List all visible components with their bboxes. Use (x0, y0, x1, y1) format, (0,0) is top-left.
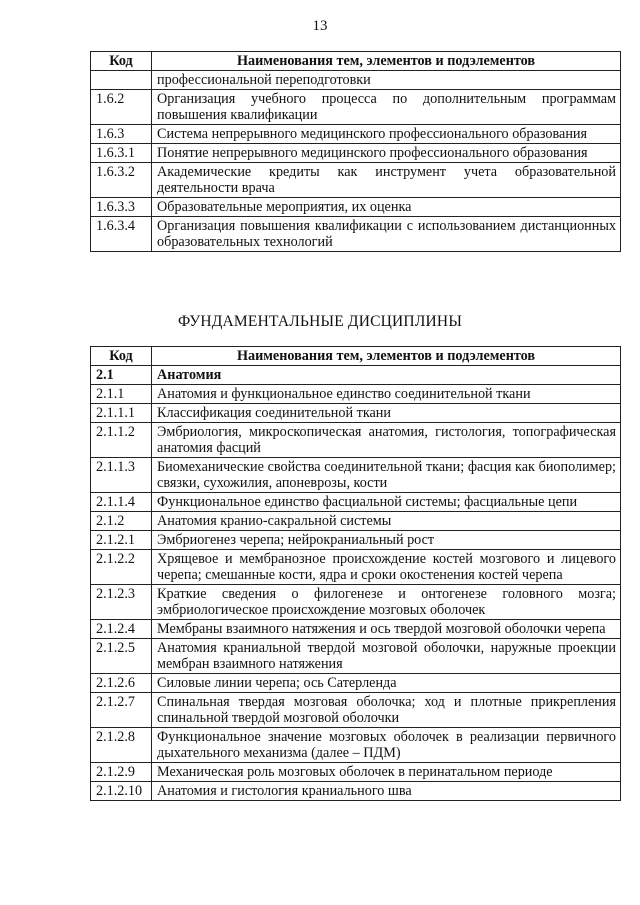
header-name: Наименования тем, элементов и подэлементов (152, 347, 621, 366)
table-row (91, 763, 621, 782)
fundamental-disciplines-table (90, 346, 621, 801)
table-row (91, 125, 621, 144)
table-row (91, 550, 621, 585)
table-row (91, 493, 621, 512)
row-name: профессиональной переподготовки (152, 71, 621, 90)
table-row (91, 144, 621, 163)
row-name: Краткие сведения о филогенезе и онтогенезе головного мозга; эмбриологическое происхождение мозговых оболочек (152, 585, 621, 620)
row-name: Биомеханические свойства соединительной ткани; фасция как биополимер; связки, сухожилия, апоневрозы, кости (152, 458, 621, 493)
row-code: 2.1.2.3 (91, 585, 152, 620)
table-header-row (91, 52, 621, 71)
row-code: 2.1.2 (91, 512, 152, 531)
row-name: Мембраны взаимного натяжения и ось твердой мозговой оболочки черепа (152, 620, 621, 639)
row-code: 1.6.3.2 (91, 163, 152, 198)
table-row (91, 531, 621, 550)
section-heading: ФУНДАМЕНТАЛЬНЫЕ ДИСЦИПЛИНЫ (177, 313, 463, 330)
row-name: Механическая роль мозговых оболочек в перинатальном периоде (152, 763, 621, 782)
row-name: Хрящевое и мембранозное происхождение костей мозгового и лицевого черепа; смешанные кости, ядра и сроки окостенения костей черепа (152, 550, 621, 585)
row-name: Организация повышения квалификации с использованием дистанционных образовательных технологий (152, 217, 621, 252)
row-name: Функциональное значение мозговых оболочек в реализации первичного дыхательного механизма (далее – ПДМ) (152, 728, 621, 763)
header-code: Код (91, 347, 152, 366)
table-row (91, 585, 621, 620)
table-row (91, 639, 621, 674)
row-name: Понятие непрерывного медицинского профессионального образования (152, 144, 621, 163)
table-row (91, 385, 621, 404)
table-row (91, 512, 621, 531)
row-name: Спинальная твердая мозговая оболочка; ход и плотные прикрепления спинальной твердой мозговой оболочки (152, 693, 621, 728)
row-code: 2.1.1.1 (91, 404, 152, 423)
page-number: 13 (312, 18, 328, 34)
row-code: 2.1.2.1 (91, 531, 152, 550)
table-row (91, 782, 621, 801)
row-name: Функциональное единство фасциальной системы; фасциальные цепи (152, 493, 621, 512)
topics-table-continued (90, 51, 621, 252)
row-name: Организация учебного процесса по дополнительным программам повышения квалификации (152, 90, 621, 125)
row-code: 2.1 (91, 366, 152, 385)
row-name: Система непрерывного медицинского профессионального образования (152, 125, 621, 144)
row-name: Эмбриогенез черепа; нейрокраниальный рост (152, 531, 621, 550)
table-header-row (91, 347, 621, 366)
table-row (91, 674, 621, 693)
table-row (91, 217, 621, 252)
table-row (91, 90, 621, 125)
table-row (91, 693, 621, 728)
row-code: 2.1.2.9 (91, 763, 152, 782)
row-code: 2.1.1.2 (91, 423, 152, 458)
header-code: Код (91, 52, 152, 71)
row-name: Анатомия кранио-сакральной системы (152, 512, 621, 531)
table-row (91, 620, 621, 639)
row-code: 2.1.2.4 (91, 620, 152, 639)
header-name: Наименования тем, элементов и подэлементов (152, 52, 621, 71)
row-code: 1.6.2 (91, 90, 152, 125)
row-code: 2.1.2.10 (91, 782, 152, 801)
row-name: Анатомия и функциональное единство соединительной ткани (152, 385, 621, 404)
row-code: 2.1.1.4 (91, 493, 152, 512)
row-name: Силовые линии черепа; ось Сатерленда (152, 674, 621, 693)
table-row (91, 198, 621, 217)
table-row (91, 728, 621, 763)
row-code: 2.1.1 (91, 385, 152, 404)
row-code: 1.6.3.3 (91, 198, 152, 217)
row-name: Образовательные мероприятия, их оценка (152, 198, 621, 217)
row-code: 2.1.2.2 (91, 550, 152, 585)
row-name: Анатомия (152, 366, 621, 385)
table-row (91, 404, 621, 423)
row-name: Анатомия краниальной твердой мозговой оболочки, наружные проекции мембран взаимного натяжения (152, 639, 621, 674)
table-row (91, 423, 621, 458)
row-code: 1.6.3 (91, 125, 152, 144)
row-code (91, 71, 152, 90)
row-name: Академические кредиты как инструмент учета образовательной деятельности врача (152, 163, 621, 198)
row-code: 2.1.2.8 (91, 728, 152, 763)
row-name: Эмбриология, микроскопическая анатомия, гистология, топографическая анатомия фасций (152, 423, 621, 458)
table-row (91, 458, 621, 493)
row-code: 2.1.1.3 (91, 458, 152, 493)
table-row (91, 163, 621, 198)
row-code: 2.1.2.7 (91, 693, 152, 728)
row-name: Анатомия и гистология краниального шва (152, 782, 621, 801)
table-row-section (91, 366, 621, 385)
row-code: 2.1.2.5 (91, 639, 152, 674)
table-row (91, 71, 621, 90)
row-code: 2.1.2.6 (91, 674, 152, 693)
row-code: 1.6.3.1 (91, 144, 152, 163)
row-name: Классификация соединительной ткани (152, 404, 621, 423)
row-code: 1.6.3.4 (91, 217, 152, 252)
